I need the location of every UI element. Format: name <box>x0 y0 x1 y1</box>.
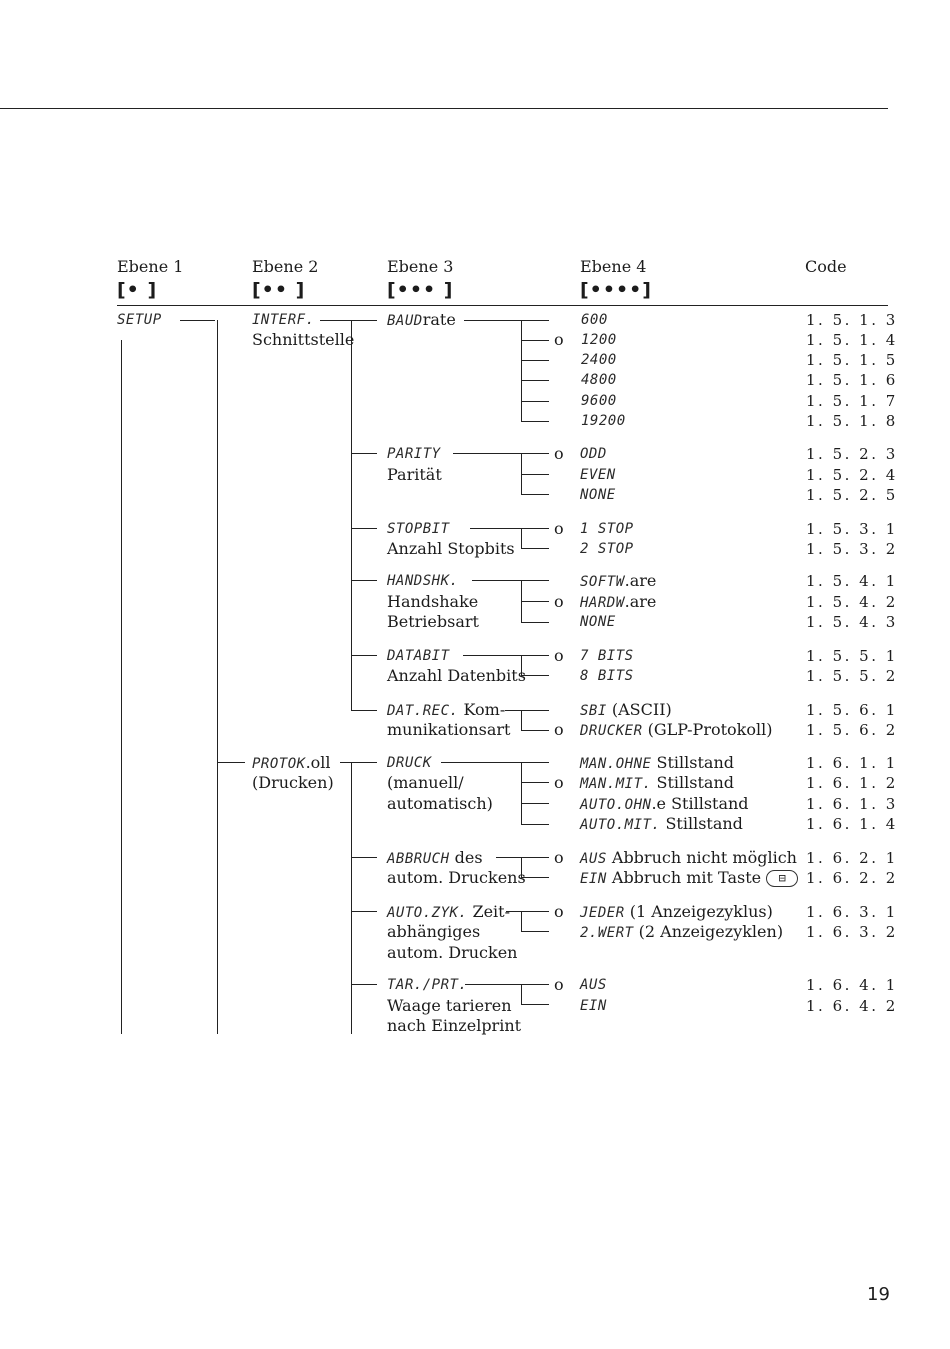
druck-label-1: (manuell/ <box>387 773 464 792</box>
baud-suffix: rate <box>422 310 456 329</box>
level-indicator-4: [••••] <box>580 279 652 301</box>
parity-none: NONE <box>580 487 616 503</box>
default-marker: o <box>554 720 564 739</box>
protok-display: PROTOK <box>252 756 306 772</box>
zwert-suffix: (2 Anzeigezyklen) <box>633 922 784 941</box>
code: 1. 5. 1. 7 <box>806 392 898 410</box>
databit-label: Anzahl Datenbits <box>387 666 526 685</box>
aus-suffix: Abbruch nicht möglich <box>606 848 797 867</box>
abbruch-suffix: des <box>449 848 483 867</box>
protok-item <box>252 753 331 774</box>
handshake-none: NONE <box>580 614 616 630</box>
code: 1. 5. 6. 1 <box>806 701 898 719</box>
sbi-suffix: (ASCII) <box>606 700 672 719</box>
automit-suffix: Stillstand <box>660 814 743 833</box>
jeder-suffix: (1 Anzeigezyklus) <box>624 902 773 921</box>
default-marker: o <box>554 444 564 463</box>
handshk-label-1: Handshake <box>387 592 479 611</box>
handshake-software <box>580 571 656 592</box>
code: 1. 5. 1. 3 <box>806 311 898 329</box>
druck-auto-ohne <box>580 794 749 815</box>
default-marker: o <box>554 519 564 538</box>
code: 1. 5. 4. 3 <box>806 613 898 631</box>
level-indicator-2: [•• ] <box>252 279 306 301</box>
level-indicator-1: [• ] <box>117 279 158 301</box>
autoohn-suffix: .e Stillstand <box>651 794 749 813</box>
aus-display: AUS <box>580 851 607 867</box>
hardw-suffix: .are <box>624 592 657 611</box>
header-code: Code <box>805 257 847 276</box>
code: 1. 5. 5. 2 <box>806 667 898 685</box>
baud-display: BAUD <box>387 313 423 329</box>
parity-label: Parität <box>387 465 442 484</box>
code: 1. 5. 1. 4 <box>806 331 898 349</box>
manohne-display: MAN.OHNE <box>580 756 652 772</box>
druck-man-ohne <box>580 753 734 774</box>
datrec-label: munikationsart <box>387 720 511 739</box>
header-rule <box>117 305 888 306</box>
hardw-display: HARDW <box>580 595 625 611</box>
databits-8: 8 BITS <box>580 668 634 684</box>
parity-odd: ODD <box>580 446 607 462</box>
autozyk-item <box>387 902 510 923</box>
druck-man-mit <box>580 773 734 794</box>
baud-9600: 9600 <box>581 393 617 409</box>
interf-display: INTERF. <box>252 312 315 328</box>
autoohn-display: AUTO.OHN <box>580 797 652 813</box>
baud-item <box>387 310 456 331</box>
default-marker: o <box>554 330 564 349</box>
manmit-display: MAN.MIT. <box>580 776 652 792</box>
softw-display: SOFTW <box>580 574 625 590</box>
handshk-display: HANDSHK. <box>387 573 459 589</box>
code: 1. 5. 2. 3 <box>806 445 898 463</box>
jeder-display: JEDER <box>580 905 625 921</box>
abbruch-label: autom. Druckens <box>387 868 526 887</box>
baud-19200: 19200 <box>581 413 626 429</box>
handshake-hardware <box>580 592 656 613</box>
default-marker: o <box>554 848 564 867</box>
code: 1. 6. 2. 2 <box>806 869 898 887</box>
parity-display: PARITY <box>387 446 441 462</box>
tarprt-display: TAR./PRT. <box>387 977 468 993</box>
protok-label: (Drucken) <box>252 773 334 792</box>
setup-display: SETUP <box>117 312 162 328</box>
zyk-jeder <box>580 902 773 923</box>
code: 1. 5. 1. 5 <box>806 351 898 369</box>
header-ebene-3: Ebene 3 <box>387 257 454 276</box>
sbi-display: SBI <box>580 703 607 719</box>
druck-auto-mit <box>580 814 743 835</box>
datrec-item <box>387 700 505 721</box>
code: 1. 5. 1. 8 <box>806 412 898 430</box>
default-marker: o <box>554 975 564 994</box>
code: 1. 6. 4. 1 <box>806 976 898 994</box>
code: 1. 6. 3. 2 <box>806 923 898 941</box>
code: 1. 5. 4. 1 <box>806 572 898 590</box>
stopbit-label: Anzahl Stopbits <box>387 539 515 558</box>
default-marker: o <box>554 646 564 665</box>
stop-1: 1 STOP <box>580 521 634 537</box>
code: 1. 6. 1. 4 <box>806 815 898 833</box>
datrec-suffix: Kom- <box>458 700 506 719</box>
zyk-2wert <box>580 922 783 943</box>
code: 1. 6. 2. 1 <box>806 849 898 867</box>
code: 1. 5. 3. 2 <box>806 540 898 558</box>
baud-2400: 2400 <box>581 352 617 368</box>
default-marker: o <box>554 592 564 611</box>
drucker-display: DRUCKER <box>580 723 643 739</box>
parity-even: EVEN <box>580 467 616 483</box>
automit-display: AUTO.MIT. <box>580 817 661 833</box>
zwert-display: 2.WERT <box>580 925 634 941</box>
datrec-display: DAT.REC. <box>387 703 459 719</box>
baud-1200: 1200 <box>581 332 617 348</box>
code: 1. 6. 1. 3 <box>806 795 898 813</box>
tarprt-label-1: Waage tarieren <box>387 996 512 1015</box>
code: 1. 5. 4. 2 <box>806 593 898 611</box>
autozyk-display: AUTO.ZYK. <box>387 905 468 921</box>
tarprt-label-2: nach Einzelprint <box>387 1016 522 1035</box>
baud-4800: 4800 <box>581 372 617 388</box>
druck-display: DRUCK <box>387 755 432 771</box>
tarprt-aus: AUS <box>580 977 607 993</box>
baud-600: 600 <box>581 312 608 328</box>
comm-sbi <box>580 700 672 721</box>
code: 1. 5. 5. 1 <box>806 647 898 665</box>
abbruch-display: ABBRUCH <box>387 851 450 867</box>
autozyk-label-2: autom. Drucken <box>387 943 518 962</box>
ein-suffix: Abbruch mit Taste <box>606 868 767 887</box>
code: 1. 5. 2. 4 <box>806 466 898 484</box>
ein-display: EIN <box>580 871 607 887</box>
code: 1. 6. 4. 2 <box>806 997 898 1015</box>
code: 1. 5. 2. 5 <box>806 486 898 504</box>
drucker-suffix: (GLP-Protokoll) <box>642 720 773 739</box>
page-number: 19 <box>867 1284 890 1305</box>
abbruch-item <box>387 848 483 869</box>
comm-drucker <box>580 720 772 741</box>
databit-display: DATABIT <box>387 648 450 664</box>
code: 1. 6. 3. 1 <box>806 903 898 921</box>
code: 1. 6. 1. 2 <box>806 774 898 792</box>
manmit-suffix: Stillstand <box>651 773 734 792</box>
top-rule <box>0 108 888 109</box>
protok-suffix: .oll <box>305 753 331 772</box>
databits-7: 7 BITS <box>580 648 634 664</box>
code: 1. 5. 6. 2 <box>806 721 898 739</box>
interf-label: Schnittstelle <box>252 330 355 349</box>
header-ebene-2: Ebene 2 <box>252 257 319 276</box>
tarprt-ein: EIN <box>580 998 607 1014</box>
code: 1. 5. 3. 1 <box>806 520 898 538</box>
stop-2: 2 STOP <box>580 541 634 557</box>
print-key-icon: ⊟ <box>766 870 798 887</box>
softw-suffix: .are <box>624 571 657 590</box>
default-marker: o <box>554 773 564 792</box>
druck-label-2: automatisch) <box>387 794 493 813</box>
header-ebene-4: Ebene 4 <box>580 257 647 276</box>
stopbit-display: STOPBIT <box>387 521 450 537</box>
abbruch-ein <box>580 868 798 889</box>
code: 1. 6. 1. 1 <box>806 754 898 772</box>
autozyk-label-1: abhängiges <box>387 922 481 941</box>
handshk-label-2: Betriebsart <box>387 612 479 631</box>
header-ebene-1: Ebene 1 <box>117 257 184 276</box>
level-indicator-3: [••• ] <box>387 279 454 301</box>
abbruch-aus <box>580 848 797 869</box>
manohne-suffix: Stillstand <box>651 753 734 772</box>
autozyk-suffix: Zeit- <box>467 902 510 921</box>
default-marker: o <box>554 902 564 921</box>
code: 1. 5. 1. 6 <box>806 371 898 389</box>
